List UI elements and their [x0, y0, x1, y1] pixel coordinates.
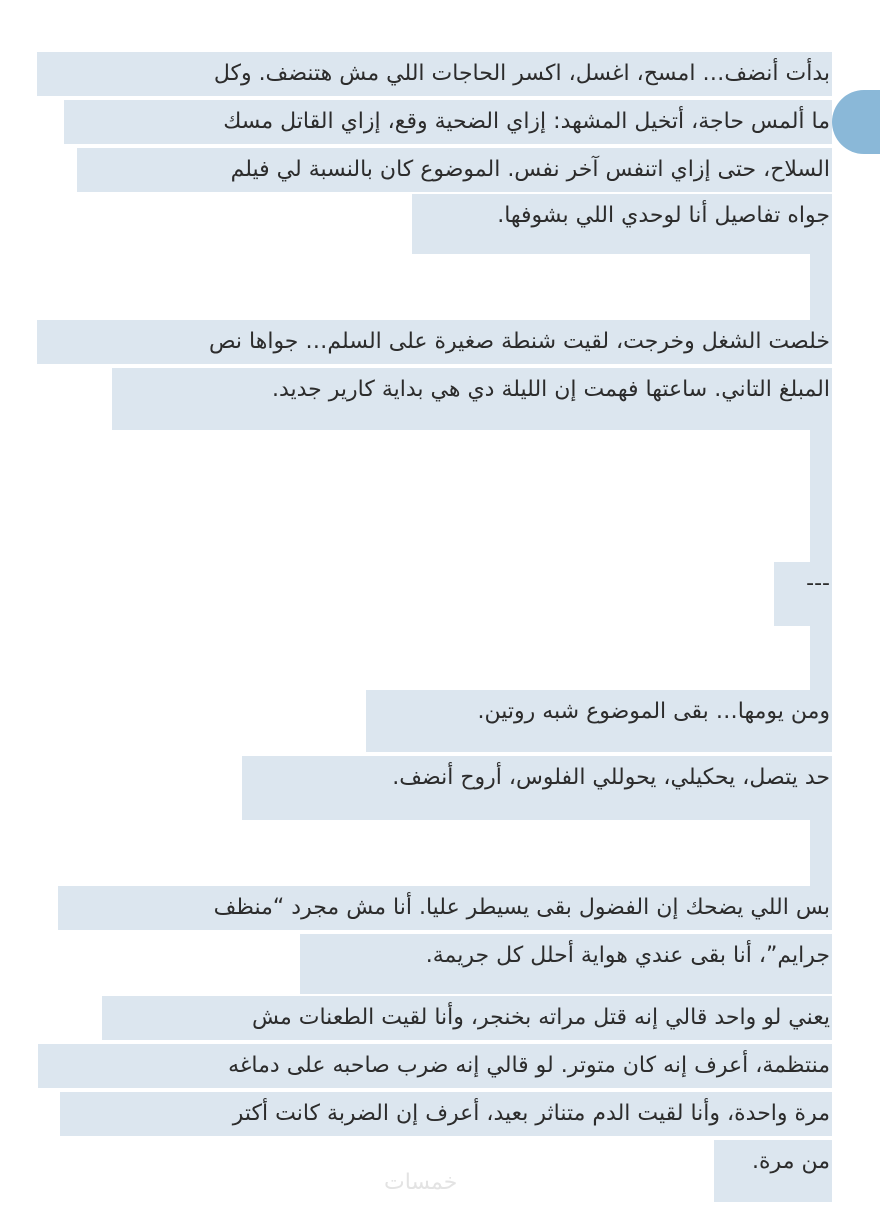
text-line: يعني لو واحد قالي إنه قتل مراته بخنجر، وأنا لقيت الطعنات مش: [102, 996, 832, 1040]
text-line: جرايم”، أنا بقى عندي هواية أحلل كل جريمة.: [300, 934, 832, 994]
text-line: ومن يومها… بقى الموضوع شبه روتين.: [366, 690, 832, 752]
text-line: ما ألمس حاجة، أتخيل المشهد: إزاي الضحية وقع، إزاي القاتل مسك: [64, 100, 832, 144]
text-line: المبلغ التاني. ساعتها فهمت إن الليلة دي هي بداية كارير جديد.: [112, 368, 832, 430]
text-line: منتظمة، أعرف إنه كان متوتر. لو قالي إنه ضرب صاحبه على دماغه: [38, 1044, 832, 1088]
text-line: جواه تفاصيل أنا لوحدي اللي بشوفها.: [412, 194, 832, 254]
section-separator: ---: [774, 562, 832, 626]
text-line: مرة واحدة، وأنا لقيت الدم متناثر بعيد، أعرف إن الضربة كانت أكتر: [60, 1092, 832, 1136]
text-line: السلاح، حتى إزاي اتنفس آخر نفس. الموضوع كان بالنسبة لي فيلم: [77, 148, 832, 192]
text-line: خلصت الشغل وخرجت، لقيت شنطة صغيرة على السلم… جواها نص: [37, 320, 832, 364]
text-line: بدأت أنضف… امسح، اغسل، اكسر الحاجات اللي مش هتنضف. وكل: [37, 52, 832, 96]
text-line: حد يتصل، يحكيلي، يحوللي الفلوس، أروح أنضف.: [242, 756, 832, 820]
text-line: من مرة.: [714, 1140, 832, 1202]
page-tab-marker: [832, 90, 880, 154]
watermark-logo: خمسات: [384, 1170, 458, 1195]
paragraph-gap: [810, 254, 832, 320]
paragraph-gap: [810, 820, 832, 886]
paragraph-gap: [810, 626, 832, 690]
text-line: بس اللي يضحك إن الفضول بقى يسيطر عليا. أنا مش مجرد “منظف: [58, 886, 832, 930]
paragraph-gap: [810, 430, 832, 562]
